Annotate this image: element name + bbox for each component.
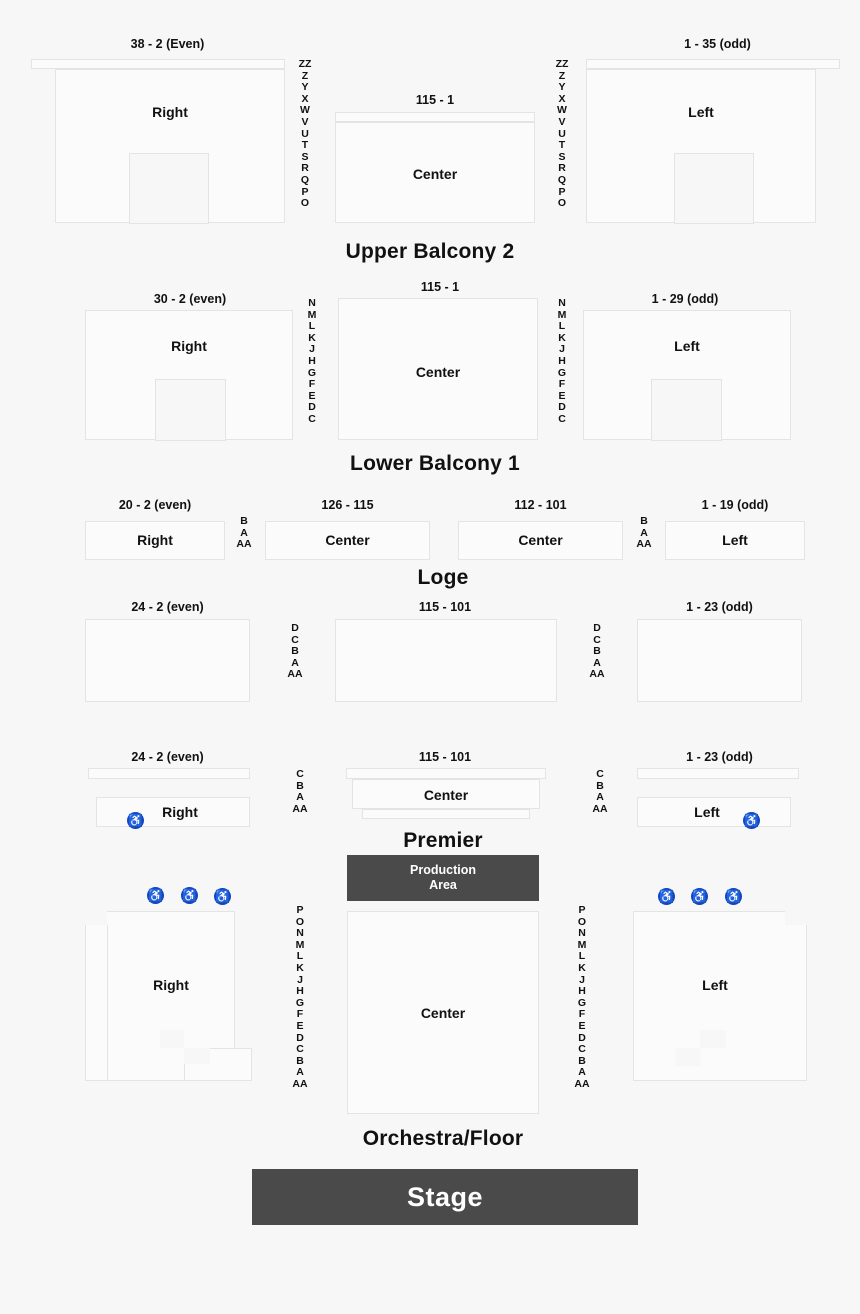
row-letter: C [296, 768, 304, 780]
row-letter: C [308, 412, 316, 425]
tier4-left-header: 1 - 23 (odd) [686, 600, 753, 614]
loge-rows-right [232, 516, 256, 551]
premier-rows-right [288, 769, 312, 815]
tier4-right-section[interactable] [85, 619, 250, 702]
row-letter: Z [558, 69, 566, 82]
row-letter: E [558, 389, 566, 402]
loge-center2-label: Center [518, 532, 563, 548]
accessible-icon[interactable] [147, 887, 164, 904]
upper-balcony-rows-left [550, 59, 574, 210]
upper-balcony-rows-right [293, 59, 317, 210]
loge-left-label: Left [722, 532, 748, 548]
accessible-glyph: ♿ [692, 889, 707, 903]
lower-balcony-rows-right [300, 298, 324, 426]
row-letter: AA [292, 802, 308, 815]
row-letter: R [301, 162, 309, 175]
orchestra-left-notch-2 [675, 1048, 701, 1066]
row-letter: O [557, 197, 567, 210]
lower-balcony-left-cutout [651, 379, 722, 441]
upper-balcony-left-top-bar[interactable] [586, 59, 840, 69]
accessible-icon[interactable] [181, 887, 198, 904]
row-letter: B [640, 515, 648, 527]
loge-center1-label: Center [325, 532, 370, 548]
loge-left-header: 1 - 19 (odd) [701, 498, 769, 512]
lower-balcony-right-header: 30 - 2 (even) [153, 292, 227, 306]
premier-left-label: Left [694, 804, 720, 820]
row-letter: C [296, 1043, 304, 1056]
upper-balcony-center-header: 115 - 1 [415, 93, 455, 107]
row-letter: D [291, 622, 299, 634]
row-letter: F [308, 378, 316, 391]
row-letter: AA [292, 1077, 308, 1090]
row-letter: L [308, 320, 316, 333]
upper-balcony-left-cutout [674, 153, 754, 224]
row-letter: S [301, 150, 309, 163]
row-letter: C [578, 1043, 586, 1056]
production-area-line2: Area [429, 878, 457, 892]
zone-title-upper-balcony-2: Upper Balcony 2 [345, 240, 515, 263]
lower-balcony-rows-left [550, 298, 574, 426]
tier4-right-header: 24 - 2 (even) [131, 600, 204, 614]
premier-center-header: 115 - 101 [418, 750, 472, 764]
row-letter: P [558, 185, 566, 198]
row-letter: C [291, 633, 299, 646]
row-letter: AA [574, 1077, 590, 1090]
row-letter: X [301, 92, 309, 105]
row-letter: M [295, 938, 305, 951]
accessible-glyph: ♿ [215, 889, 230, 903]
row-letter: J [297, 973, 303, 986]
row-letter: AA [636, 538, 652, 551]
row-letter: C [558, 412, 566, 425]
orchestra-rows-left [570, 905, 594, 1091]
row-letter: K [578, 961, 586, 974]
upper-balcony-center-top-bar[interactable] [335, 112, 535, 122]
stage[interactable] [252, 1169, 638, 1225]
tier4-center-section[interactable] [335, 619, 557, 702]
row-letter: AA [589, 668, 605, 681]
tier4-rows-left [585, 623, 609, 681]
orchestra-right-step [85, 911, 107, 925]
tier4-center-header: 115 - 101 [418, 600, 472, 614]
zone-title-loge: Loge [417, 566, 469, 589]
orchestra-right-notch-1 [160, 1030, 184, 1048]
row-letter: S [558, 150, 566, 163]
row-letter: K [296, 961, 304, 974]
premier-right-header: 24 - 2 (even) [131, 750, 204, 764]
accessible-icon[interactable] [658, 888, 675, 905]
row-letter: X [558, 92, 566, 105]
row-letter: K [558, 331, 566, 344]
accessible-icon[interactable] [691, 888, 708, 905]
orchestra-rows-right [288, 905, 312, 1091]
row-letter: J [559, 343, 565, 356]
orchestra-right-label: Right [153, 977, 189, 993]
loge-right-label: Right [137, 532, 173, 548]
premier-center-top-bar[interactable] [346, 768, 546, 779]
row-letter: W [300, 104, 310, 117]
row-letter: O [300, 197, 310, 210]
row-letter: G [577, 996, 587, 1009]
row-letter: L [558, 320, 566, 333]
premier-center-bottom-bar[interactable] [362, 809, 530, 819]
row-letter: F [558, 378, 566, 391]
premier-right-label: Right [162, 804, 198, 820]
accessible-icon[interactable] [725, 888, 742, 905]
row-letter: C [596, 768, 604, 780]
loge-center2-header: 112 - 101 [514, 498, 567, 512]
premier-left-header: 1 - 23 (odd) [686, 750, 753, 764]
loge-right-header: 20 - 2 (even) [118, 498, 192, 512]
lower-balcony-center-header: 115 - 1 [420, 280, 460, 294]
accessible-glyph: ♿ [659, 889, 674, 903]
row-letter: H [558, 354, 566, 367]
row-letter: L [296, 950, 304, 963]
row-letter: A [291, 656, 299, 669]
upper-balcony-left-header: 1 - 35 (odd) [684, 37, 751, 51]
stage-label: Stage [406, 1181, 484, 1212]
row-letter: B [296, 1054, 304, 1067]
upper-balcony-left-label: Left [688, 104, 714, 120]
row-letter: B [291, 645, 299, 658]
upper-balcony-center-label: Center [412, 166, 458, 182]
row-letter: P [301, 185, 309, 198]
tier4-left-section[interactable] [637, 619, 802, 702]
row-letter: D [593, 622, 601, 634]
row-letter: G [307, 366, 317, 379]
accessible-glyph: ♿ [148, 888, 163, 902]
row-letter: A [296, 1066, 304, 1079]
accessible-icon[interactable] [127, 812, 144, 829]
row-letter: Y [558, 81, 566, 94]
row-letter: N [296, 927, 304, 940]
row-letter: W [557, 104, 567, 117]
orchestra-left-notch-1 [700, 1030, 726, 1048]
row-letter: K [308, 331, 316, 344]
upper-balcony-right-header: 38 - 2 (Even) [130, 37, 205, 51]
premier-left-top-bar[interactable] [637, 768, 799, 779]
production-area-line1: Production [410, 863, 476, 877]
row-letter: B [296, 779, 304, 792]
row-letter: U [558, 127, 566, 140]
upper-balcony-right-label: Right [152, 104, 188, 120]
row-letter: C [593, 633, 601, 646]
accessible-icon[interactable] [743, 812, 760, 829]
row-letter: F [578, 1008, 586, 1021]
row-letter: A [593, 656, 601, 669]
row-letter: N [308, 297, 316, 309]
tier4-rows-right [283, 623, 307, 681]
row-letter: Z [301, 69, 309, 82]
row-letter: B [593, 645, 601, 658]
row-letter: A [578, 1066, 586, 1079]
row-letter: M [557, 308, 567, 321]
accessible-glyph: ♿ [726, 889, 741, 903]
loge-rows-left [632, 516, 656, 551]
row-letter: A [596, 791, 604, 804]
accessible-glyph: ♿ [744, 813, 759, 827]
row-letter: H [308, 354, 316, 367]
premier-center-label: Center [423, 787, 469, 803]
row-letter: J [309, 343, 315, 356]
row-letter: AA [236, 538, 252, 551]
row-letter: E [308, 389, 316, 402]
row-letter: N [578, 927, 586, 940]
row-letter: V [301, 115, 309, 128]
zone-title-orchestra-floor: Orchestra/Floor [362, 1127, 524, 1150]
row-letter: U [301, 127, 309, 140]
upper-balcony-right-cutout [129, 153, 209, 224]
row-letter: L [578, 950, 586, 963]
row-letter: H [578, 985, 586, 998]
lower-balcony-right-label: Right [171, 338, 207, 354]
row-letter: Q [557, 173, 567, 186]
row-letter: F [296, 1008, 304, 1021]
orchestra-left-label: Left [702, 977, 728, 993]
row-letter: D [296, 1031, 304, 1044]
row-letter: D [558, 401, 566, 414]
row-letter: J [579, 973, 585, 986]
row-letter: R [558, 162, 566, 175]
lower-balcony-left-header: 1 - 29 (odd) [651, 292, 719, 306]
row-letter: B [240, 515, 248, 527]
zone-title-premier: Premier [403, 829, 483, 852]
upper-balcony-right-top-bar[interactable] [31, 59, 285, 69]
orchestra-left-section[interactable] [633, 911, 807, 1081]
premier-right-top-bar[interactable] [88, 768, 250, 779]
zone-title-lower-balcony-1: Lower Balcony 1 [350, 452, 520, 475]
row-letter: M [577, 938, 587, 951]
row-letter: P [296, 904, 304, 916]
row-letter: V [558, 115, 566, 128]
row-letter: O [295, 915, 305, 928]
production-area[interactable] [347, 855, 539, 901]
row-letter: A [240, 526, 248, 539]
lower-balcony-left-label: Left [674, 338, 700, 354]
row-letter: A [640, 526, 648, 539]
accessible-icon[interactable] [214, 888, 231, 905]
row-letter: P [578, 904, 586, 916]
row-letter: E [296, 1019, 304, 1032]
row-letter: B [578, 1054, 586, 1067]
row-letter: G [557, 366, 567, 379]
row-letter: B [596, 779, 604, 792]
row-letter: AA [287, 668, 303, 681]
row-letter: ZZ [555, 58, 569, 70]
lower-balcony-right-cutout [155, 379, 226, 441]
orchestra-center-label: Center [420, 1005, 466, 1021]
row-letter: T [558, 139, 566, 152]
row-letter: AA [592, 802, 608, 815]
row-letter: E [578, 1019, 586, 1032]
accessible-glyph: ♿ [182, 888, 197, 902]
row-letter: N [558, 297, 566, 309]
row-letter: ZZ [298, 58, 312, 70]
row-letter: G [295, 996, 305, 1009]
orchestra-right-notch-3 [184, 1048, 210, 1064]
orchestra-left-step [785, 911, 807, 925]
row-letter: D [308, 401, 316, 414]
row-letter: Y [301, 81, 309, 94]
row-letter: O [577, 915, 587, 928]
row-letter: Q [300, 173, 310, 186]
row-letter: M [307, 308, 317, 321]
premier-rows-left [588, 769, 612, 815]
row-letter: A [296, 791, 304, 804]
row-letter: T [301, 139, 309, 152]
loge-center1-header: 126 - 115 [321, 498, 374, 512]
row-letter: D [578, 1031, 586, 1044]
accessible-glyph: ♿ [128, 813, 143, 827]
lower-balcony-center-label: Center [415, 364, 461, 380]
row-letter: H [296, 985, 304, 998]
